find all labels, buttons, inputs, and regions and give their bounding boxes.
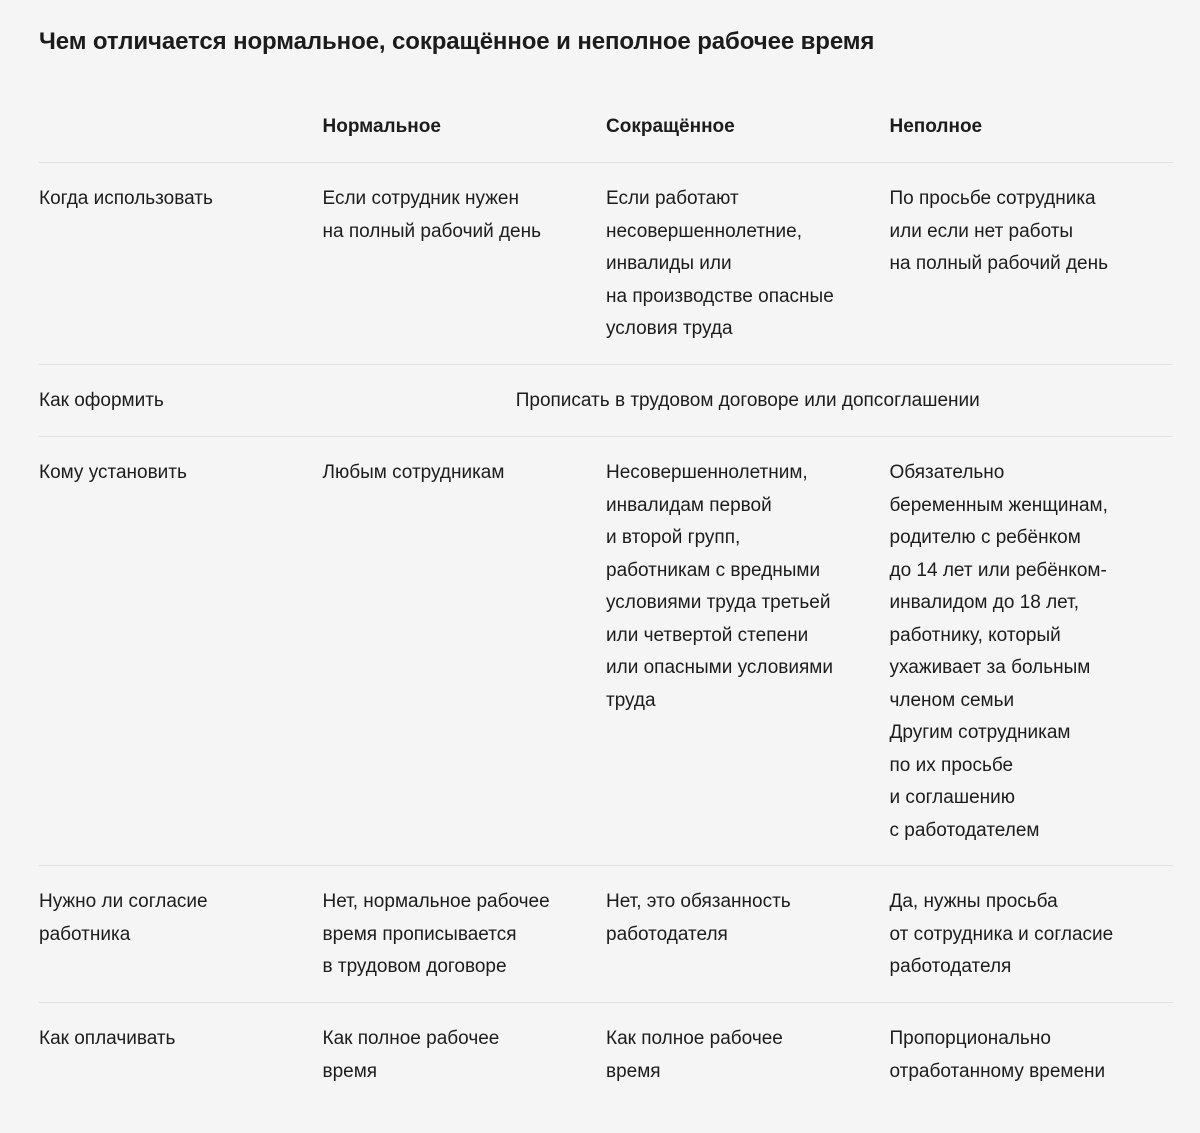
table-row-who-to-assign [39,437,1173,866]
cell-reduced: Если работают несовершеннолетние, инвалиды или на производстве опасные условия труда [606,188,834,339]
table-row-how-to-formalize [39,365,1173,437]
cell-reduced: Несовершеннолетним, инвалидам первой и второй групп, работникам с вредными условиями труда третьей или четвертой степени или опасными условиями труда [606,462,833,711]
header-empty-cell [39,111,323,162]
table-row-how-to-pay [39,1003,1173,1123]
comparison-table [39,110,1173,1123]
cell-reduced: Как полное рабочее время [606,1028,783,1082]
table-row-consent-needed [39,866,1173,1003]
cell-part-time: Пропорционально отработанному времени [889,1028,1106,1082]
cell-part-time: Да, нужны просьба от сотрудника и согласие работодателя [889,891,1114,977]
cell-merged: Прописать в трудовом договоре или допсоглашении [515,390,980,411]
cell-part-time: По просьбе сотрудника или если нет работы на полный рабочий день [889,188,1109,274]
row-label: Кому установить [39,462,187,483]
table-header-row [39,110,1173,163]
cell-reduced: Нет, это обязанность работодателя [606,891,791,945]
header-normal: Нормальное [322,116,441,137]
row-label: Как оформить [39,390,164,411]
table-row-when-to-use [39,163,1173,365]
cell-normal: Как полное рабочее время [322,1028,500,1082]
row-label: Нужно ли согласие работника [39,891,208,945]
table-title: Чем отличается нормальное, сокращённое и неполное рабочее время [39,28,875,55]
cell-normal: Если сотрудник нужен на полный рабочий день [322,188,542,242]
header-reduced: Сокращённое [606,116,735,137]
cell-normal: Нет, нормальное рабочее время прописывается в трудовом договоре [322,891,550,977]
cell-part-time: Обязательно беременным женщинам, родителю с ребёнком до 14 лет или ребёнком- инвалидом до 18 лет, работнику, который ухаживает за больным членом семьи Другим сотрудникам по их просьбе и соглашению с работодателем [889,462,1108,841]
row-label: Когда использовать [39,188,213,209]
row-label: Как оплачивать [39,1028,176,1049]
cell-normal: Любым сотрудникам [322,462,505,483]
header-part-time: Неполное [889,116,983,137]
